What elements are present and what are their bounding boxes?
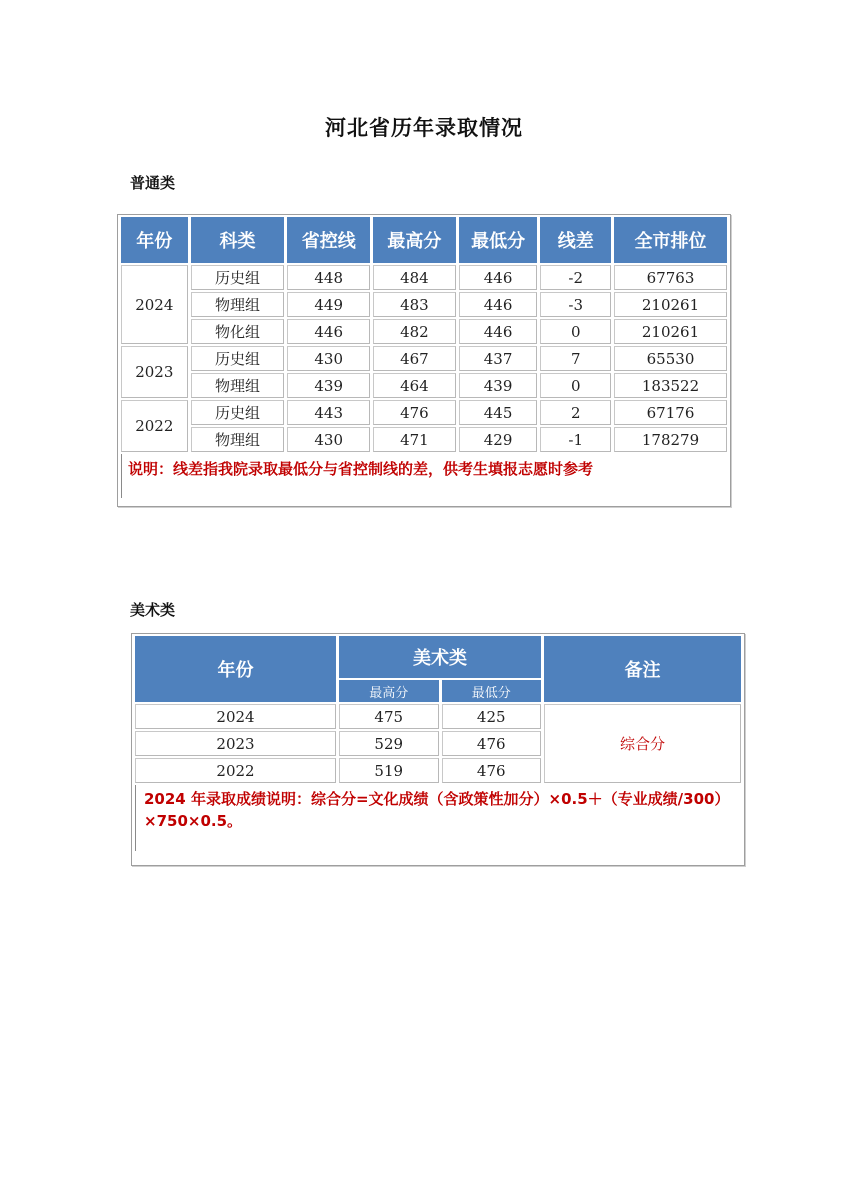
diff-cell: -3 [540, 292, 611, 317]
subject-cell: 历史组 [191, 400, 285, 425]
min-cell: 446 [459, 319, 538, 344]
subject-cell: 历史组 [191, 346, 285, 371]
header-year: 年份 [121, 217, 188, 263]
subject-cell: 历史组 [191, 265, 285, 290]
header-city-rank: 全市排位 [614, 217, 727, 263]
table-row [135, 704, 741, 729]
art-admission-table [131, 633, 745, 866]
general-header-row [121, 217, 727, 263]
year-cell: 2022 [121, 400, 188, 452]
rank-cell: 183522 [614, 373, 727, 398]
rank-cell: 178279 [614, 427, 727, 452]
general-admission-table [117, 214, 731, 507]
min-cell: 425 [442, 704, 542, 729]
control-cell: 430 [287, 427, 370, 452]
min-cell: 476 [442, 731, 542, 756]
subject-cell: 物理组 [191, 427, 285, 452]
header-max-score: 最高分 [373, 217, 456, 263]
min-cell: 445 [459, 400, 538, 425]
max-cell: 482 [373, 319, 456, 344]
max-cell: 471 [373, 427, 456, 452]
section-label-general: 普通类 [130, 174, 176, 192]
min-cell: 446 [459, 292, 538, 317]
table-row [121, 373, 727, 398]
max-cell: 464 [373, 373, 456, 398]
year-cell: 2024 [121, 265, 188, 344]
header-min-score: 最低分 [459, 217, 538, 263]
table-row [121, 346, 727, 371]
table-row [121, 319, 727, 344]
rank-cell: 67176 [614, 400, 727, 425]
control-cell: 448 [287, 265, 370, 290]
max-cell: 476 [373, 400, 456, 425]
control-cell: 446 [287, 319, 370, 344]
max-cell: 519 [339, 758, 439, 783]
min-cell: 429 [459, 427, 538, 452]
table-row [121, 265, 727, 290]
art-header-row [135, 636, 741, 678]
min-cell: 476 [442, 758, 542, 783]
min-cell: 437 [459, 346, 538, 371]
diff-cell: -1 [540, 427, 611, 452]
min-cell: 439 [459, 373, 538, 398]
art-note: 2024 年录取成绩说明：综合分=文化成绩（含政策性加分）×0.5＋（专业成绩/300）×750×0.5。 [135, 785, 741, 851]
diff-cell: 7 [540, 346, 611, 371]
general-note: 说明：线差指我院录取最低分与省控制线的差，供考生填报志愿时参考 [121, 454, 727, 498]
diff-cell: 0 [540, 373, 611, 398]
max-cell: 467 [373, 346, 456, 371]
control-cell: 430 [287, 346, 370, 371]
year-cell: 2022 [135, 758, 336, 783]
table-row [121, 427, 727, 452]
max-cell: 529 [339, 731, 439, 756]
diff-cell: 0 [540, 319, 611, 344]
rank-cell: 210261 [614, 292, 727, 317]
max-cell: 483 [373, 292, 456, 317]
page-title: 河北省历年录取情况 [325, 115, 523, 140]
max-cell: 475 [339, 704, 439, 729]
rank-cell: 67763 [614, 265, 727, 290]
art-header-min: 最低分 [442, 680, 542, 702]
rank-cell: 65530 [614, 346, 727, 371]
art-header-remark: 备注 [544, 636, 741, 702]
rank-cell: 210261 [614, 319, 727, 344]
remark-cell: 综合分 [544, 704, 741, 783]
control-cell: 449 [287, 292, 370, 317]
header-control-line: 省控线 [287, 217, 370, 263]
subject-cell: 物理组 [191, 373, 285, 398]
section-label-art: 美术类 [130, 601, 176, 619]
header-subject: 科类 [191, 217, 285, 263]
subject-cell: 物化组 [191, 319, 285, 344]
subject-cell: 物理组 [191, 292, 285, 317]
max-cell: 484 [373, 265, 456, 290]
year-cell: 2024 [135, 704, 336, 729]
table-row [121, 292, 727, 317]
control-cell: 439 [287, 373, 370, 398]
year-cell: 2023 [121, 346, 188, 398]
diff-cell: -2 [540, 265, 611, 290]
table-row [121, 400, 727, 425]
art-header-max: 最高分 [339, 680, 439, 702]
year-cell: 2023 [135, 731, 336, 756]
header-line-diff: 线差 [540, 217, 611, 263]
diff-cell: 2 [540, 400, 611, 425]
min-cell: 446 [459, 265, 538, 290]
art-header-year: 年份 [135, 636, 336, 702]
art-header-category: 美术类 [339, 636, 541, 678]
control-cell: 443 [287, 400, 370, 425]
